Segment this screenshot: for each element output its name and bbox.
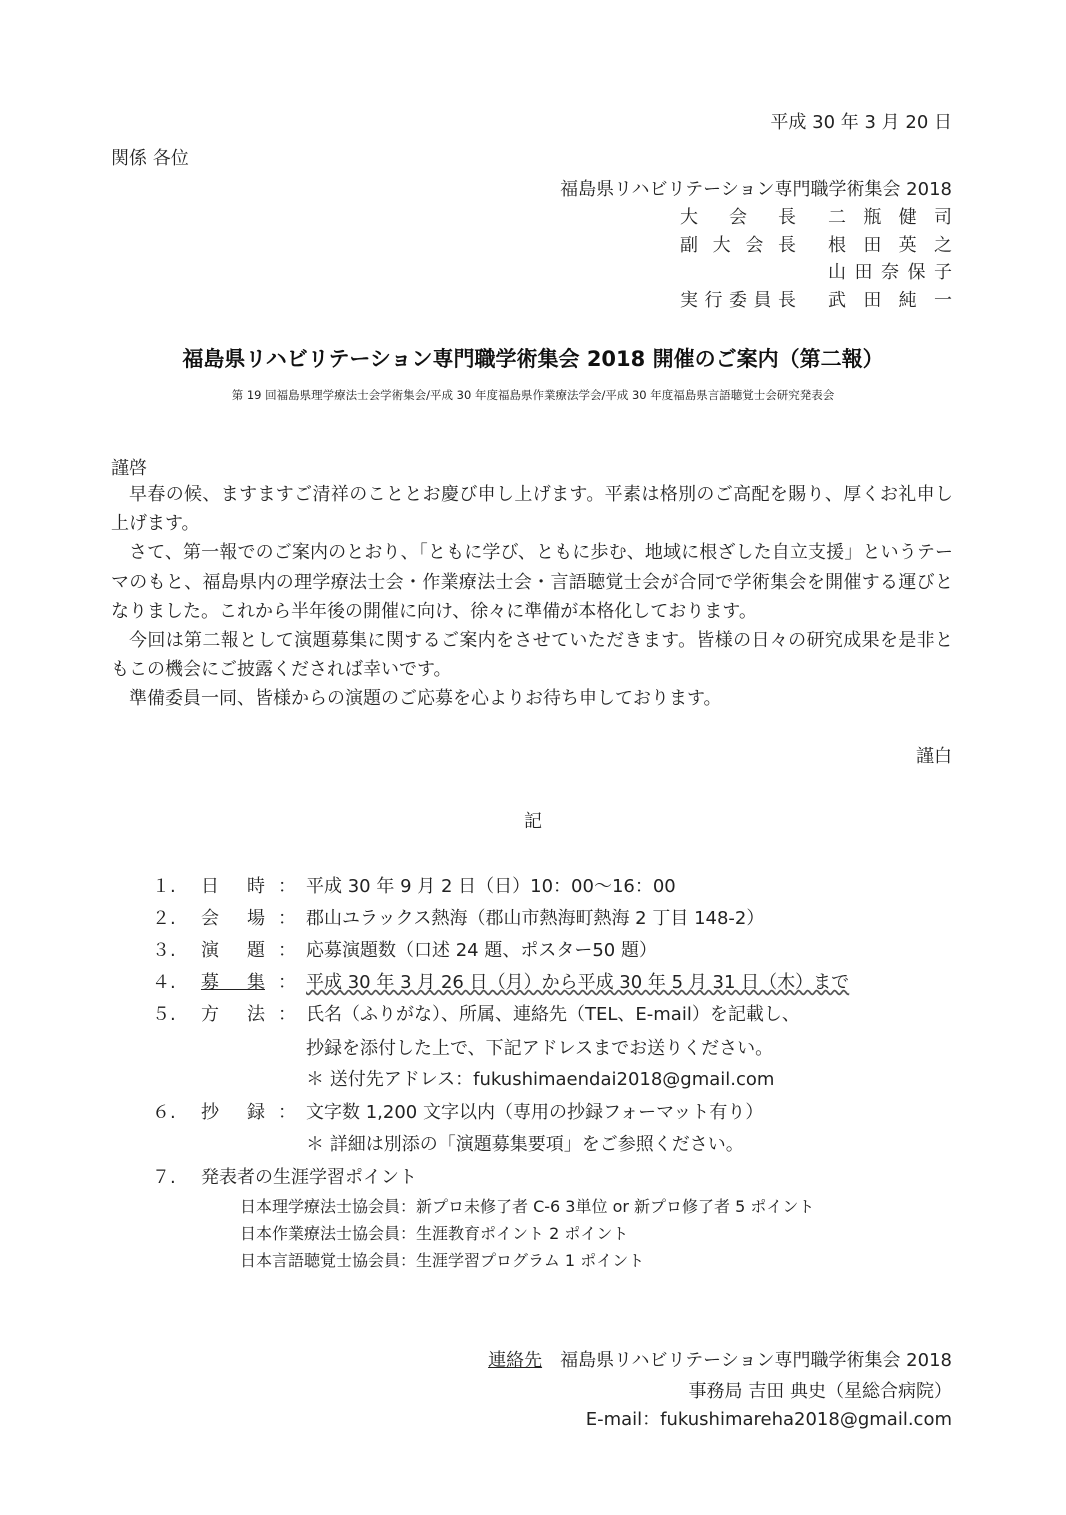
body-paragraph: さて、第一報でのご案内のとおり、「ともに学び、ともに歩む、地域に根ざした自立支援」というテーマのもと、福島県内の理学療法士会・作業療法士会・言語聴覚士会が合同で学術集会を開催する運びとなりました。これから半年後の開催に向け、徐々に準備が本格化しております。 (111, 542, 953, 622)
item-number: ７. (152, 1167, 176, 1188)
officer-name: 武田純一 (828, 290, 952, 311)
item-label: 募集 (201, 972, 265, 993)
item-number: ３. (152, 940, 176, 961)
body-paragraph: 今回は第二報として演題募集に関するご案内をさせていただきます。皆様の日々の研究成果を是非ともこの機会にご披露くだされば幸いです。 (111, 630, 953, 681)
item-label: 日時 (201, 876, 265, 897)
addressee: 関係 各位 (111, 148, 189, 169)
item-value-submission-address: ＊ 送付先アドレス：fukushimaendai2018@gmail.com (306, 1069, 775, 1090)
item-colon: ： (278, 972, 296, 993)
contact-organization: 福島県リハビリテーション専門職学術集会 2018 (560, 1350, 952, 1371)
document-subtitle: 第 19 回福島県理学療法士会学術集会/平成 30 年度福島県作業療法学会/平成 30 年度福島県言語聴覚士会研究発表会 (231, 388, 835, 402)
item-value-abstract-length: 文字数 1,200 文字以内（専用の抄録フォーマット有り） (306, 1102, 764, 1123)
item-colon: ： (278, 876, 296, 897)
letter-opening: 謹啓 (111, 458, 147, 479)
letter-date: 平成 30 年 3 月 20 日 (770, 112, 952, 133)
letter-body (111, 480, 953, 714)
lifelong-point-pt: 日本理学療法士協会員：新プロ未修了者 C-6 3単位 or 新プロ修了者 5 ポイント (240, 1197, 815, 1216)
item-value-venue: 郡山ユラックス熱海（郡山市熱海町熱海 2 丁目 148-2） (306, 908, 765, 929)
contact-office: 事務局 吉田 典史（星総合病院） (688, 1381, 952, 1402)
body-paragraph: 早春の候、ますますご清祥のこととお慶び申し上げます。平素は格別のご高配を賜り、厚くお礼申し上げます。 (111, 484, 953, 535)
officer-name: 二瓶健司 (828, 207, 952, 228)
sender-organization: 福島県リハビリテーション専門職学術集会 2018 (560, 179, 952, 200)
item-value-abstracts: 応募演題数（口述 24 題、ポスター50 題） (306, 940, 657, 961)
item-number: ２. (152, 908, 176, 929)
document-title: 福島県リハビリテーション専門職学術集会 2018 開催のご案内（第二報） (182, 347, 884, 371)
item-value-method: 氏名（ふりがな）、所属、連絡先（TEL、E-mail）を記載し、 (306, 1004, 800, 1025)
item-colon: ： (278, 1102, 296, 1123)
officer-role: 大会長 (680, 207, 796, 228)
contact-organization-line (488, 1346, 952, 1372)
item-number: １. (152, 876, 176, 897)
contact-email[interactable]: E-mail：fukushimareha2018@gmail.com (585, 1409, 952, 1430)
item-number: ６. (152, 1102, 176, 1123)
item-value-call-period: 平成 30 年 3 月 26 日（月）から平成 30 年 5 月 31 日（木）まで (306, 972, 850, 993)
item-label: 方法 (201, 1004, 265, 1025)
item-colon: ： (278, 940, 296, 961)
item-label: 会場 (201, 908, 265, 929)
letter-closing: 謹白 (916, 746, 952, 767)
ki-heading: 記 (524, 811, 542, 832)
officer-role: 副大会長 (680, 235, 796, 256)
officer-name: 根田英之 (828, 235, 952, 256)
officer-role: 実行委員長 (680, 290, 796, 311)
item-colon: ： (278, 1004, 296, 1025)
officer-name: 山田奈保子 (828, 262, 952, 283)
item-value-datetime: 平成 30 年 9 月 2 日（日）10：00〜16：00 (306, 876, 676, 897)
item-colon: ： (278, 908, 296, 929)
item-label: 抄録 (201, 1102, 265, 1123)
body-paragraph: 準備委員一同、皆様からの演題のご応募を心よりお待ち申しております。 (129, 688, 722, 710)
item-value-abstract-note: ＊ 詳細は別添の「演題募集要項」をご参照ください。 (306, 1134, 744, 1155)
item-label: 演題 (201, 940, 265, 961)
item-label-lifelong-points: 発表者の生涯学習ポイント (201, 1167, 417, 1188)
item-number: ５. (152, 1004, 176, 1025)
lifelong-point-st: 日本言語聴覚士協会員：生涯学習プログラム 1 ポイント (240, 1251, 645, 1270)
lifelong-point-ot: 日本作業療法士協会員：生涯教育ポイント 2 ポイント (240, 1224, 629, 1243)
item-number: ４. (152, 972, 176, 993)
contact-label: 連絡先 (488, 1350, 543, 1371)
item-value-method-line2: 抄録を添付した上で、下記アドレスまでお送りください。 (306, 1038, 774, 1059)
